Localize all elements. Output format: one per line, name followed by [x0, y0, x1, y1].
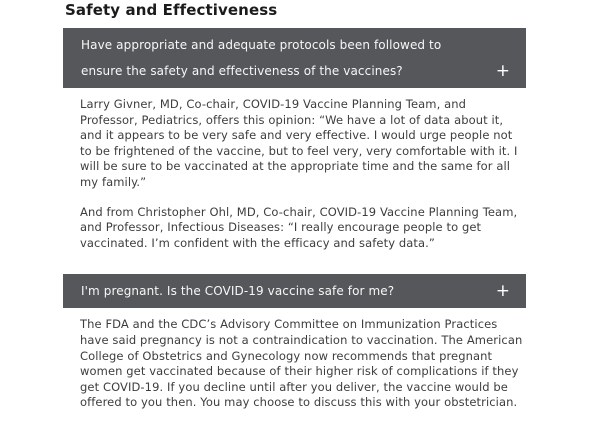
answer-paragraph: The FDA and the CDC’s Advisory Committee on Immunization Practices have said pregnancy is not a contraindication to vaccination. The American College of Obstetrics and Gynecology now recommends that pregnant women get vaccinated because of their higher risk of complications if they get COVID-19. If you decline until after you deliver, the vaccine would be offered to you then. You may choose to discuss this with your obstetrician. [80, 317, 523, 410]
faq-item-2 [63, 274, 526, 411]
answer-paragraph: And from Christopher Ohl, MD, Co-chair, COVID-19 Vaccine Planning Team, and Professor, Infectious Diseases: “I really encourage people to get vaccinated. I’m confident with the efficacy and safety data.” [80, 204, 518, 250]
expand-plus-icon[interactable]: + [495, 281, 510, 302]
accordion-answer-panel [63, 308, 526, 411]
accordion-question-text: Have appropriate and adequate protocols been followed to ensure the safety and effectiveness of the vaccines? [81, 38, 442, 78]
accordion-header-pregnant[interactable] [63, 274, 526, 308]
accordion-answer-panel [63, 88, 526, 251]
faq-content-column [63, 1, 526, 427]
accordion-header-protocols[interactable] [63, 28, 526, 88]
faq-item-1 [63, 28, 526, 251]
answer-paragraph: Larry Givner, MD, Co-chair, COVID-19 Vaccine Planning Team, and Professor, Pediatrics, offers this opinion: “We have a lot of data about it, and it appears to be very safe and very effective. I would urge people not to be frightened of the vaccine, but to feel very, very comfortable with it. I will be sure to be vaccinated at the appropriate time and the same for all my family.” [80, 97, 518, 189]
expand-plus-icon[interactable]: + [495, 61, 510, 81]
accordion-question-text: I'm pregnant. Is the COVID-19 vaccine safe for me? [81, 284, 395, 299]
section-title: Safety and Effectiveness [65, 1, 278, 19]
